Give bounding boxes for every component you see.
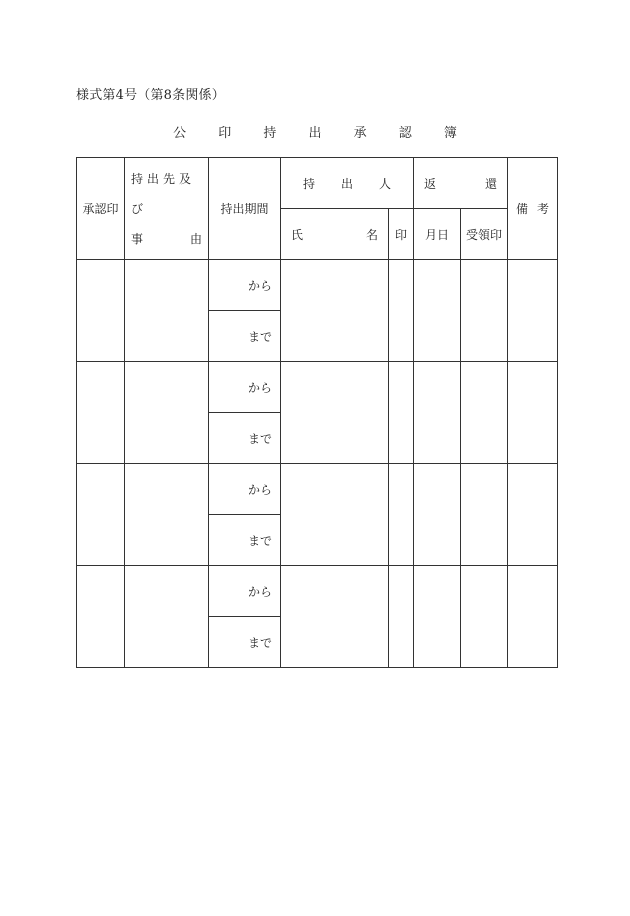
header-carrier-c: 人 — [379, 176, 392, 191]
header-carrier — [281, 158, 414, 209]
period-until-cell[interactable]: まで — [209, 311, 281, 362]
seal-ledger-table — [76, 157, 558, 668]
carrier-seal-cell[interactable] — [389, 464, 414, 566]
subheader-name-b: 名 — [365, 227, 378, 242]
form-number: 様式第4号（第8条関係） — [76, 88, 225, 103]
subheader-date: 月日 — [414, 209, 461, 260]
destination-reason-cell[interactable] — [125, 464, 209, 566]
carrier-name-cell[interactable] — [281, 566, 389, 668]
subheader-receipt-seal: 受領印 — [461, 209, 508, 260]
period-until-cell[interactable]: まで — [209, 413, 281, 464]
header-carrier-a: 持 — [303, 176, 316, 191]
header-return — [414, 158, 508, 209]
header-carrier-b: 出 — [341, 176, 354, 191]
header-row-1 — [77, 158, 558, 209]
return-date-cell[interactable] — [414, 260, 461, 362]
return-date-cell[interactable] — [414, 464, 461, 566]
subheader-seal: 印 — [389, 209, 414, 260]
header-approval-seal: 承認印 — [77, 158, 125, 260]
header-return-a: 返 — [424, 176, 437, 191]
approval-seal-cell[interactable] — [77, 566, 125, 668]
document-title: 公 印 持 出 承 認 簿 — [173, 126, 471, 141]
header-remarks-a: 備 — [516, 202, 529, 216]
approval-seal-cell[interactable] — [77, 362, 125, 464]
remarks-cell[interactable] — [508, 566, 558, 668]
period-until-cell[interactable]: まで — [209, 617, 281, 668]
entry-row-1-top — [77, 260, 558, 311]
subheader-name — [281, 209, 389, 260]
carrier-name-cell[interactable] — [281, 260, 389, 362]
return-date-cell[interactable] — [414, 362, 461, 464]
approval-seal-cell[interactable] — [77, 260, 125, 362]
carrier-seal-cell[interactable] — [389, 260, 414, 362]
receipt-seal-cell[interactable] — [461, 362, 508, 464]
carrier-name-cell[interactable] — [281, 362, 389, 464]
carrier-name-cell[interactable] — [281, 464, 389, 566]
header-destination-line2 — [131, 224, 202, 254]
return-date-cell[interactable] — [414, 566, 461, 668]
approval-seal-cell[interactable] — [77, 464, 125, 566]
receipt-seal-cell[interactable] — [461, 566, 508, 668]
subheader-name-a: 氏 — [291, 227, 304, 242]
remarks-cell[interactable] — [508, 260, 558, 362]
period-from-cell[interactable]: から — [209, 566, 281, 617]
entry-row-2-top — [77, 362, 558, 413]
header-return-b: 還 — [485, 176, 498, 191]
header-period: 持出期間 — [209, 158, 281, 260]
period-from-cell[interactable]: から — [209, 362, 281, 413]
destination-reason-cell[interactable] — [125, 260, 209, 362]
header-destination-line2b: 由 — [189, 231, 202, 246]
period-from-cell[interactable]: から — [209, 464, 281, 515]
destination-reason-cell[interactable] — [125, 566, 209, 668]
carrier-seal-cell[interactable] — [389, 566, 414, 668]
receipt-seal-cell[interactable] — [461, 260, 508, 362]
header-destination-line1: 持出先及び — [131, 171, 196, 216]
header-destination-line2a: 事 — [131, 231, 144, 246]
entry-row-3-top — [77, 464, 558, 515]
remarks-cell[interactable] — [508, 362, 558, 464]
destination-reason-cell[interactable] — [125, 362, 209, 464]
period-until-cell[interactable]: まで — [209, 515, 281, 566]
remarks-cell[interactable] — [508, 464, 558, 566]
entry-row-4-top — [77, 566, 558, 617]
period-from-cell[interactable]: から — [209, 260, 281, 311]
carrier-seal-cell[interactable] — [389, 362, 414, 464]
header-remarks-b: 考 — [537, 202, 550, 216]
header-remarks — [508, 158, 558, 260]
receipt-seal-cell[interactable] — [461, 464, 508, 566]
header-destination-reason — [125, 158, 209, 260]
